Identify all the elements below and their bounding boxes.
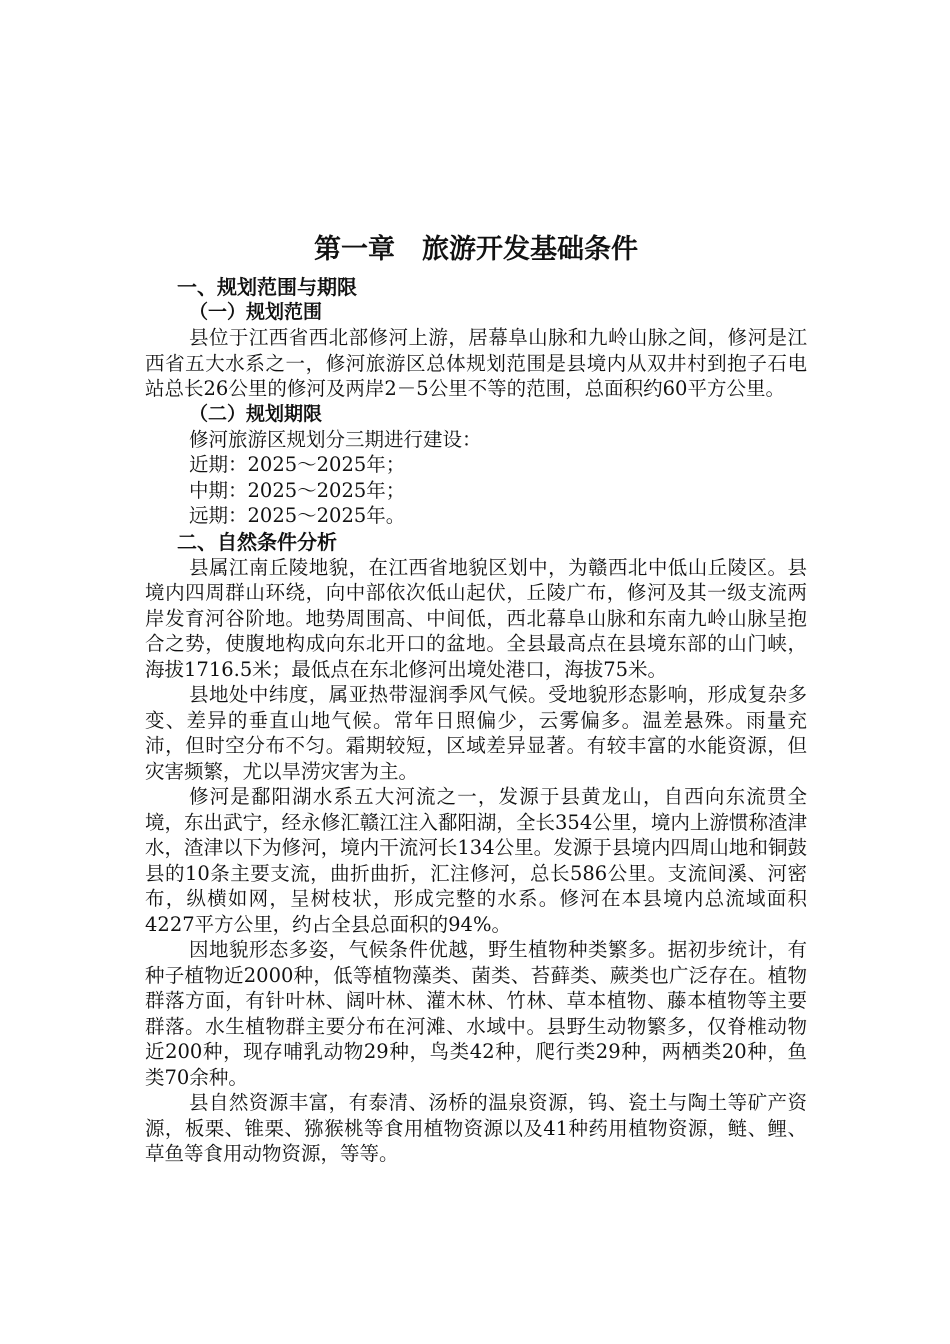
subsection-heading-period: （二）规划期限: [189, 402, 323, 425]
subsection-heading-range: （一）规划范围: [189, 301, 323, 323]
paragraph-landform: 县属江南丘陵地貌，在江西省地貌区划中，为赣西北中低山丘陵区。县境内四周群山环绕，向中部依次低山起伏，丘陵广布，修河及其一级支流两岸发育河谷阶地。地势周围高、中间低，西北幕阜山脉和东南九岭山脉呈抱合之势，使腹地构成向东北开口的盆地。全县最高点在县境东部的山门峡，海拔1716.5米；最低点在东北修河出境处港口，海拔75米。: [145, 555, 807, 681]
paragraph-river: 修河是鄱阳湖水系五大河流之一，发源于县黄龙山，自西向东流贯全境，东出武宁，经永修汇赣江注入鄱阳湖，全长354公里，境内上游惯称渣津水，渣津以下为修河，境内干流河长134公里。发源于县境内四周山地和铜鼓县的10条主要支流，曲折曲折，汇注修河，总长586公里。支流间溪、河密布，纵横如网，呈树枝状，形成完整的水系。修河在本县境内总流域面积4227平方公里，约占全县总面积的94%。: [145, 785, 807, 936]
section-heading-nature: 二、自然条件分析: [177, 529, 337, 554]
section-heading-scope: 一、规划范围与期限: [177, 275, 357, 299]
document-body: [145, 228, 807, 1167]
paragraph-climate: 县地处中纬度，属亚热带湿润季风气候。受地貌形态影响，形成复杂多变、差异的垂直山地气候。常年日照偏少，云雾偏多。温差悬殊。雨量充沛，但时空分布不匀。霜期较短，区域差异显著。有较丰富的水能资源，但灾害频繁，尤以旱涝灾害为主。: [145, 683, 807, 783]
paragraph-resources: 县自然资源丰富，有泰清、汤桥的温泉资源，钨、瓷土与陶土等矿产资源，板栗、锥栗、猕猴桃等食用植物资源以及41种药用植物资源，鲢、鲤、草鱼等食用动物资源，等等。: [145, 1091, 807, 1165]
paragraph-flora-fauna: 因地貌形态多姿，气候条件优越，野生植物种类繁多。据初步统计，有种子植物近2000种，低等植物藻类、菌类、苔藓类、蕨类也广泛存在。植物群落方面，有针叶林、阔叶林、灌木林、竹林、草本植物、藤本植物等主要群落。水生植物群主要分布在河滩、水域中。县野生动物繁多，仅脊椎动物近200种，现存哺乳动物29种，鸟类42种，爬行类29种，两栖类20种，鱼类70余种。: [145, 938, 807, 1089]
period-far: 远期：2025～2025年。: [189, 504, 406, 527]
period-near: 近期：2025～2025年；: [189, 453, 406, 476]
period-mid: 中期：2025～2025年；: [189, 478, 406, 502]
chapter-title: 第一章 旅游开发基础条件: [314, 234, 638, 265]
paragraph-range: 县位于江西省西北部修河上游，居幕阜山脉和九岭山脉之间，修河是江西省五大水系之一，修河旅游区总体规划范围是县境内从双井村到抱子石电站总长26公里的修河及两岸2－5公里不等的范围，总面积约60平方公里。: [145, 326, 807, 400]
period-intro: 修河旅游区规划分三期进行建设：: [189, 427, 482, 451]
